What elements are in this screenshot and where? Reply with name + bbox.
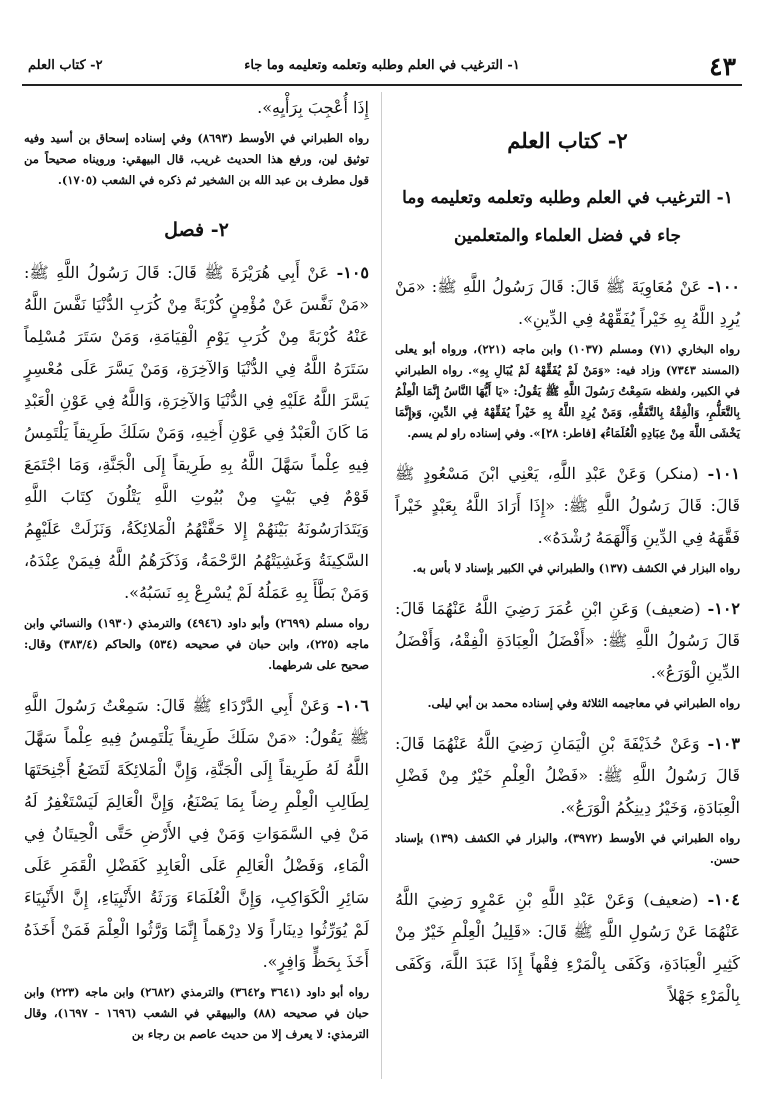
hadith-105: [24, 257, 369, 676]
hadith-source: رواه الطبراني في معاجيمه الثلاثة وفي إسناده محمد بن أبي ليلى.: [427, 696, 740, 710]
hadith-104: [395, 884, 740, 1012]
hadith-text: عَنْ أَبِي هُرَيْرَةَ ﷺ قَالَ: قَالَ رَسُولُ اللَّهِ ﷺ: «مَنْ نَفَّسَ عَنْ مُؤْمِنٍ كُرْبَةً مِنْ كُرَبِ الدُّنْيَا نَفَّسَ اللَّهُ عَنْهُ كُرْبَةً مِنْ كُرَبِ يَوْمِ الْقِيَامَةِ، وَمَنْ سَتَرَ مُسْلِماً سَتَرَهُ اللَّهُ فِي الدُّنْيَا وَالآخِرَةِ، وَمَنْ يَسَّرَ عَلَى مُعْسِرٍ يَسَّرَ اللَّهُ عَلَيْهِ فِي الدُّنْيَا وَالآخِرَةِ، وَاللَّهُ فِي عَوْنِ الْعَبْدِ مَا كَانَ الْعَبْدُ فِي عَوْنِ أَخِيهِ، وَمَنْ سَلَكَ طَرِيقاً يَلْتَمِسُ فِيهِ عِلْماً سَهَّلَ اللَّهُ بِهِ طَرِيقاً إِلَى الْجَنَّةِ، وَمَا اجْتَمَعَ قَوْمٌ فِي بَيْتٍ مِنْ بُيُوتِ اللَّهِ يَتْلُونَ كِتَابَ اللَّهِ وَيَتَدَارَسُونَهُ بَيْنَهُمْ إِلا حَفَّتْهُمُ الْمَلائِكَةُ، وَنَزَلَتْ عَلَيْهِمُ السَّكِينَةُ وَغَشِيَتْهُمُ الرَّحْمَةُ، وَذَكَرَهُمُ اللَّهُ فِيمَنْ عِنْدَهُ، وَمَنْ بَطَّأَ بِهِ عَمَلُهُ لَمْ يُسْرِعْ بِهِ نَسَبُهُ».: [24, 263, 369, 602]
section-title-line1: ١- الترغيب في العلم وطلبه وتعلمه وتعليمه وما: [402, 188, 733, 208]
hadith-source: رواه مسلم (٢٦٩٩) وأبو داود (٤٩٤٦) والترمذي (١٩٣٠) والنسائي وابن ماجه (٢٢٥)، وابن حبان في صحيحه (٥٣٤) والحاكم (٣٨٣/٤) وقال: صحيح على شرطهما.: [24, 616, 369, 672]
hadith-text: (ضعيف) وَعَنِ ابْنِ عُمَرَ رَضِيَ اللَّهُ عَنْهُمَا قَالَ: قَالَ رَسُولُ اللَّهِ ﷺ: «أَفْضَلُ الْعِبَادَةِ الْفِقْهُ، وَأَفْضَلُ الدِّينِ الْوَرَعُ».: [395, 599, 740, 682]
header-title: ١- الترغيب في العلم وطلبه وتعلمه وتعليمه وما جاء: [244, 58, 520, 73]
hadith-text: (ضعيف) وَعَنْ عَبْدِ اللَّهِ بْنِ عَمْرٍو رَضِيَ اللَّهُ عَنْهُمَا عَنْ رَسُولِ اللَّهِ ﷺ قَالَ: «قَلِيلُ الْعِلْمِ خَيْرٌ مِنْ كَثِيرِ الْعِبَادَةِ، وَكَفَى بِالْمَرْءِ فِقْهاً إِذَا عَبَدَ اللَّهَ، وَكَفَى بِالْمَرْءِ جَهْلاً: [395, 890, 740, 1005]
hadith-number: ١٠٦-: [336, 696, 370, 715]
page-number: ٤٣: [709, 52, 736, 81]
hadith-source: رواه الطبراني في الأوسط (٣٩٧٢)، والبزار في الكشف (١٣٩) بإسناد حسن.: [395, 831, 740, 866]
hadith-number: ١٠٥-: [336, 263, 369, 282]
hadith-104-continuation: [24, 92, 369, 191]
hadith-number: ١٠٠-: [707, 277, 741, 296]
right-column: [395, 92, 740, 1012]
hadith-106: [24, 690, 369, 1045]
hadith-text: وَعَنْ أَبِي الدَّرْدَاءِ ﷺ قَالَ: سَمِعْتُ رَسُولَ اللَّهِ ﷺ يَقُولُ: «مَنْ سَلَكَ طَرِيقاً يَلْتَمِسُ فِيهِ عِلْماً سَهَّلَ اللَّهُ لَهُ طَرِيقاً إِلَى الْجَنَّةِ، وَإِنَّ الْمَلائِكَةَ لَتَضَعُ أَجْنِحَتَهَا لِطَالِبِ الْعِلْمِ رِضاً بِمَا يَصْنَعُ، وَإِنَّ الْعَالِمَ لَيَسْتَغْفِرُ لَهُ مَنْ فِي السَّمَوَاتِ وَمَنْ فِي الأَرْضِ حَتَّى الْحِيتَانُ فِي الْمَاءِ، وَفَضْلُ الْعَالِمِ عَلَى الْعَابِدِ كَفَضْلِ الْقَمَرِ عَلَى سَائِرِ الْكَوَاكِبِ، وَإِنَّ الْعُلَمَاءَ وَرَثَةُ الأَنْبِيَاءِ، إِنَّ الأَنْبِيَاءَ لَمْ يُوَرِّثُوا دِينَاراً وَلا دِرْهَماً إِنَّمَا وَرَّثُوا الْعِلْمَ فَمَنْ أَخَذَهُ أَخَذَ بِحَظٍّ وَافِرٍ».: [24, 696, 369, 971]
hadith-number: ١٠٢-: [707, 599, 740, 618]
left-column: [24, 92, 369, 1045]
hadith-source: رواه أبو داود (٣٦٤١ و٣٦٤٢) والترمذي (٢٦٨٢) وابن ماجه (٢٢٣) وابن حبان في صحيحه (٨٨) والبيهقي في الشعب (١٦٩٦ - ١٦٩٧)، وقال الترمذي: لا يعرف إلا من حديث عاصم بن رجاء بن: [24, 985, 370, 1041]
running-header: [22, 50, 742, 86]
header-book: ٢- كتاب العلم: [28, 58, 103, 73]
hadith-number: ١٠٣-: [707, 734, 740, 753]
hadith-text: (منكر) وَعَنْ عَبْدِ اللَّهِ، يَعْنِي ابْنَ مَسْعُودٍ ﷺ قَالَ: قَالَ رَسُولُ اللَّهِ ﷺ: «إِذَا أَرَادَ اللَّهُ بِعَبْدٍ خَيْراً فَقَّهَهُ فِي الدِّينِ وَأَلْهَمَهُ رُشْدَهُ».: [395, 464, 740, 547]
hadith-101: [395, 458, 740, 579]
hadith-number: ١٠١-: [707, 464, 740, 483]
hadith-source: رواه البخاري (٧١) ومسلم (١٠٣٧) وابن ماجه (٢٢١)، ورواه أبو يعلى (المسند ٧٣٤٣) وزاد فيه: «وَمَنْ لَمْ يُفَقِّهْهُ لَمْ يُبَالِ بِهِ». رواه الطبراني في الكبير، ولفظه سَمِعْتُ رَسُولَ اللَّهِ ﷺ يَقُولُ: «يَا أَيُّهَا النَّاسُ إِنَّمَا الْعِلْمُ بِالتَّعَلُّمِ، وَالْفِقْهُ بِالتَّفَقُّهِ، وَمَنْ يُرِدِ اللَّهُ بِهِ خَيْراً يُفَقِّهْهُ فِي الدِّينِ، وَ﴿إِنَّمَا يَخْشَى اللَّهَ مِنْ عِبَادِهِ الْعُلَمَاءُ﴾ [فاطر: ٢٨]». وفي إسناده راو لم يسم.: [395, 342, 740, 440]
section-title-line2: جاء في فضل العلماء والمتعلمين: [454, 226, 681, 246]
chapter-title: ٢- كتاب العلم: [507, 128, 628, 153]
hadith-number: ١٠٤-: [707, 890, 741, 909]
hadith-source: رواه الطبراني في الأوسط (٨٦٩٣) وفي إسناده إسحاق بن أسيد وفيه توثيق لين، ورفع هذا الحديث غريب، قال البيهقي: ورويناه صحيحاً من قول مطرف بن عبد الله بن الشخير ثم ذكره في الشعب (١٧٠٥).: [24, 131, 369, 187]
section-title-fasl: ٢- فصل: [164, 219, 229, 241]
continuation-text: إِذَا أُعْجِبَ بِرَأْيِهِ».: [257, 98, 369, 117]
hadith-100: [395, 271, 740, 444]
column-divider: [381, 92, 382, 1079]
hadith-text: عَنْ مُعَاوِيَةَ ﷺ قَالَ: قَالَ رَسُولُ اللَّهِ ﷺ: «مَنْ يُرِدِ اللَّهُ بِهِ خَيْراً يُفَقِّهْهُ فِي الدِّينِ».: [395, 277, 740, 328]
hadith-103: [395, 728, 740, 870]
hadith-source: رواه البزار في الكشف (١٣٧) والطبراني في الكبير بإسناد لا بأس به.: [412, 561, 740, 575]
hadith-102: [395, 593, 740, 714]
hadith-text: وَعَنْ حُذَيْفَةَ بْنِ الْيَمَانِ رَضِيَ اللَّهُ عَنْهُمَا قَالَ: قَالَ رَسُولُ اللَّهِ ﷺ: «فَضْلُ الْعِلْمِ خَيْرٌ مِنْ فَضْلِ الْعِبَادَةِ، وَخَيْرُ دِينِكُمُ الْوَرَعُ».: [395, 734, 740, 817]
